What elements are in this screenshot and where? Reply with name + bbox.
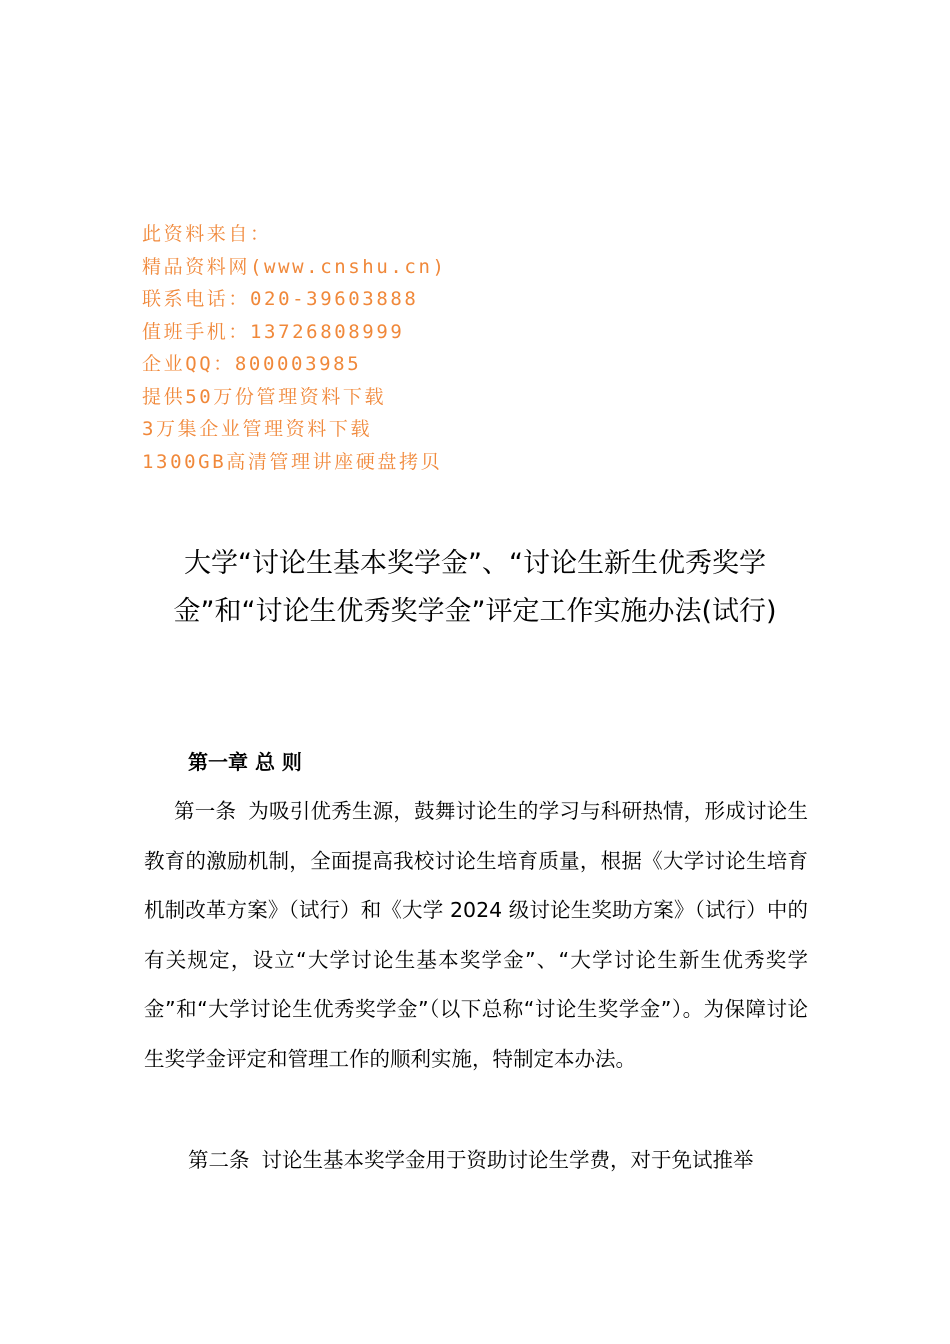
source-info-line: 联系电话：020-39603888 bbox=[142, 288, 419, 310]
chapter-number: 第一章 bbox=[188, 750, 248, 774]
article-text: 为吸引优秀生源，鼓舞讨论生的学习与科研热情，形成讨论生教育的激励机制，全面提高我校讨论生培育质量，根据《大学讨论生培育机制改革方案》（试行）和《大学 2024 级讨论生奖助方案》（试行）中的有关规定，设立“大学讨论生基本奖学金”、“大学讨论生新生优秀奖学金”和“大学讨论生优秀奖学金”（以下总称“讨论生奖学金”）。为保障讨论生奖学金评定和管理工作的顺利实施，特制定本办法。 bbox=[144, 799, 809, 1071]
document-title: 大学“讨论生基本奖学金”、“讨论生新生优秀奖学金”和“讨论生优秀奖学金”评定工作实施办法(试行) bbox=[173, 548, 777, 627]
source-info-block bbox=[142, 218, 742, 478]
source-info-line: 企业QQ：800003985 bbox=[142, 353, 362, 375]
chapter-heading bbox=[188, 744, 302, 780]
source-info-line: 此资料来自： bbox=[142, 223, 272, 245]
chapter-name: 总 则 bbox=[254, 750, 302, 774]
article-text: 讨论生基本奖学金用于资助讨论生学费，对于免试推举 bbox=[261, 1148, 754, 1172]
source-info-line: 1300GB高清管理讲座硬盘拷贝 bbox=[142, 450, 443, 473]
source-info-line: 提供50万份管理资料下载 bbox=[142, 385, 387, 408]
article-paragraph bbox=[144, 1136, 808, 1186]
article-number: 第二条 bbox=[188, 1148, 250, 1172]
source-info-line: 3万集企业管理资料下载 bbox=[142, 418, 373, 440]
source-info-line: 值班手机：13726808999 bbox=[142, 320, 405, 343]
article-paragraph bbox=[144, 787, 808, 1084]
source-info-line: 精品资料网(www.cnshu.cn) bbox=[142, 255, 447, 278]
article-number: 第一条 bbox=[174, 799, 237, 823]
